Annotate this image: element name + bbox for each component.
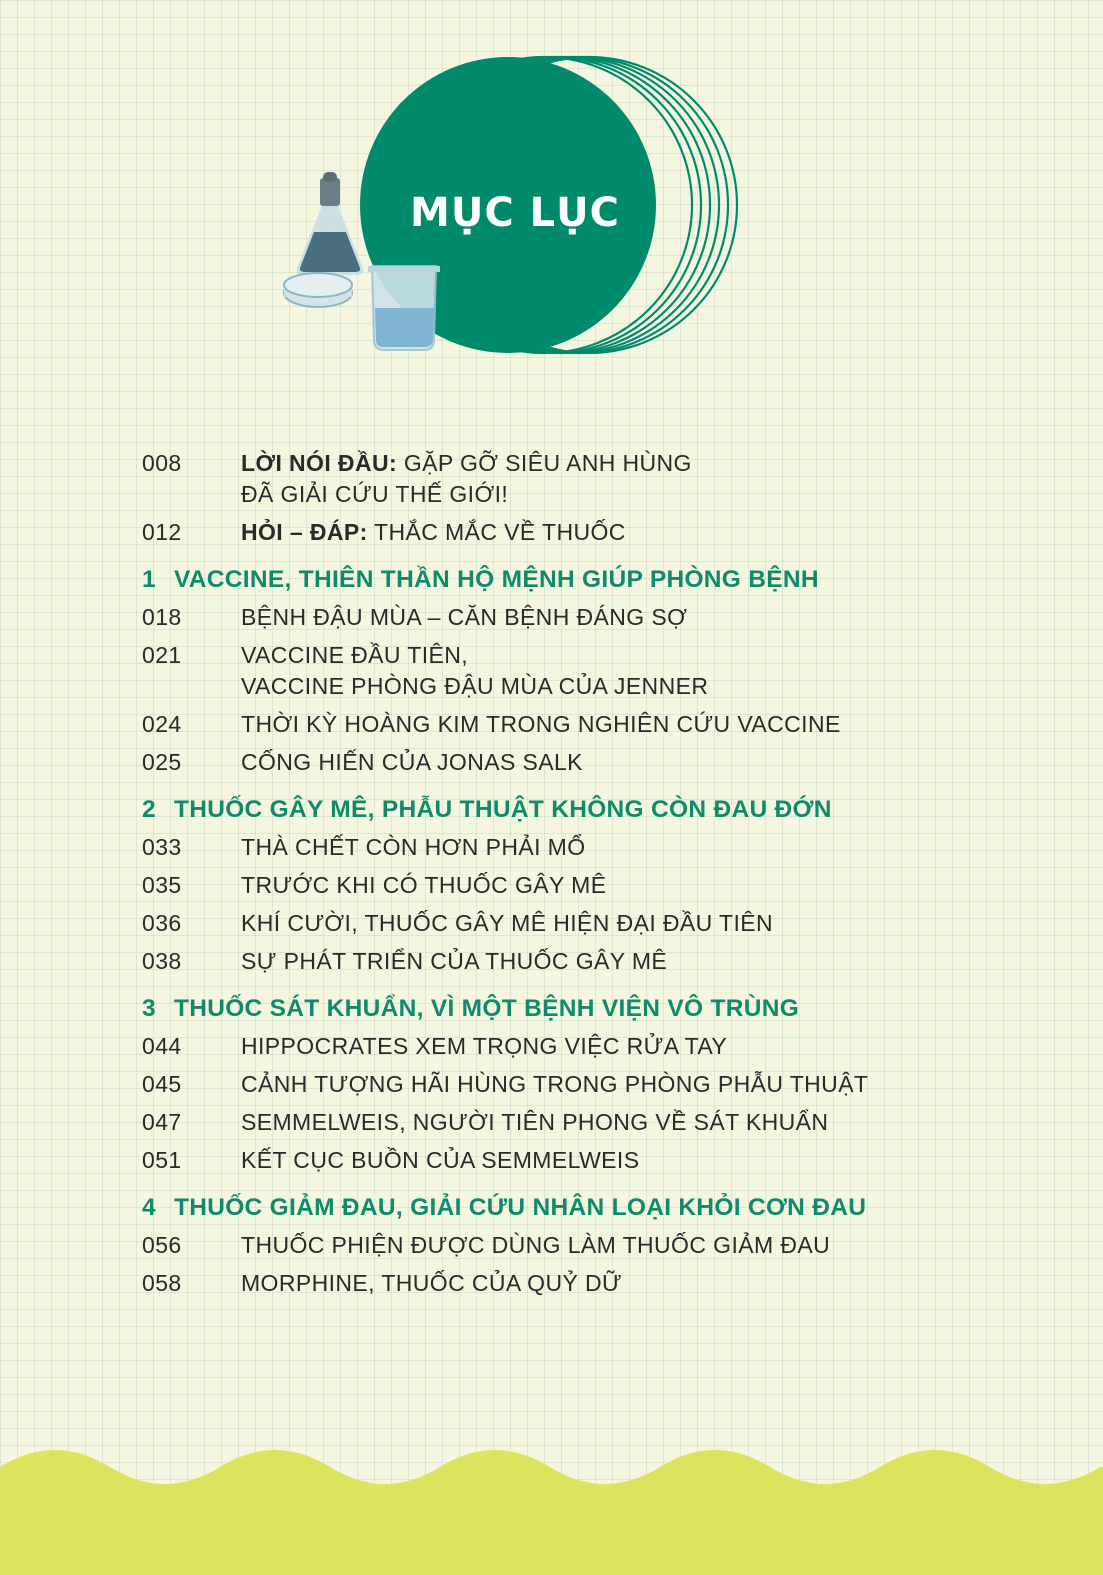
page-number: 033: [142, 834, 182, 860]
entry-title: KHÍ CƯỜI, THUỐC GÂY MÊ HIỆN ĐẠI ĐẦU TIÊN: [241, 910, 774, 936]
page-number: 012: [142, 519, 182, 545]
page-number: 047: [142, 1109, 182, 1135]
chapter-number: 3: [142, 995, 156, 1022]
entry-label-text: GẶP GỠ SIÊU ANH HÙNG ĐÃ GIẢI CỨU THẾ GIỚI!: [241, 450, 692, 507]
toc-entry[interactable]: [142, 1069, 942, 1100]
entry-title: VACCINE ĐẦU TIÊN, VACCINE PHÒNG ĐẬU MÙA CỦA JENNER: [241, 642, 709, 699]
chapter-title: VACCINE, THIÊN THẦN HỘ MỆNH GIÚP PHÒNG BỆNH: [173, 566, 819, 593]
toc-entry[interactable]: [142, 1107, 942, 1138]
page-number: 025: [142, 749, 182, 775]
toc-entry[interactable]: [142, 870, 942, 901]
toc-entry[interactable]: [142, 517, 942, 548]
toc-entry[interactable]: [142, 832, 942, 863]
chapter-number: 4: [142, 1194, 156, 1221]
toc-entry[interactable]: [142, 908, 942, 939]
entry-label: LỜI NÓI ĐẦU:: [241, 450, 398, 476]
page-number: 058: [142, 1270, 182, 1296]
toc-entry[interactable]: [142, 1145, 942, 1176]
chapter-heading[interactable]: [142, 564, 942, 595]
toc-entry[interactable]: [142, 1031, 942, 1062]
chapter-number: 2: [142, 796, 156, 823]
toc-entry[interactable]: [142, 946, 942, 977]
page-number: 036: [142, 910, 182, 936]
flask-icon: [297, 172, 364, 275]
chapter-heading[interactable]: [142, 993, 942, 1024]
toc-entry[interactable]: [142, 602, 942, 633]
entry-title: KẾT CỤC BUỒN CỦA SEMMELWEIS: [241, 1147, 640, 1173]
chapter-heading[interactable]: [142, 1192, 942, 1223]
page-number: 008: [142, 450, 182, 476]
toc-entry[interactable]: [142, 448, 942, 510]
chapter-number: 1: [142, 566, 156, 593]
entry-title: [241, 517, 942, 548]
entry-title: THỜI KỲ HOÀNG KIM TRONG NGHIÊN CỨU VACCINE: [241, 711, 841, 737]
page-number: 056: [142, 1232, 182, 1258]
entry-title: SEMMELWEIS, NGƯỜI TIÊN PHONG VỀ SÁT KHUẨN: [241, 1109, 829, 1135]
page-number: 018: [142, 604, 182, 630]
entry-label-text: THẮC MẮC VỀ THUỐC: [367, 519, 626, 545]
chapter-heading[interactable]: [142, 794, 942, 825]
chapter-title: THUỐC GIẢM ĐAU, GIẢI CỨU NHÂN LOẠI KHỎI CƠN ĐAU: [173, 1194, 867, 1221]
page-number: 021: [142, 642, 182, 668]
page-number: 044: [142, 1033, 182, 1059]
entry-title: THUỐC PHIỆN ĐƯỢC DÙNG LÀM THUỐC GIẢM ĐAU: [241, 1232, 831, 1258]
entry-label: HỎI – ĐÁP:: [241, 519, 368, 545]
entry-title: TRƯỚC KHI CÓ THUỐC GÂY MÊ: [241, 872, 607, 898]
entry-title: [241, 448, 942, 510]
page-number: 038: [142, 948, 182, 974]
entry-title: HIPPOCRATES XEM TRỌNG VIỆC RỬA TAY: [241, 1033, 728, 1059]
entry-title: SỰ PHÁT TRIỂN CỦA THUỐC GÂY MÊ: [241, 948, 668, 974]
entry-title: CỐNG HIẾN CỦA JONAS SALK: [241, 749, 583, 775]
page-number: 051: [142, 1147, 182, 1173]
toc-entry[interactable]: [142, 709, 942, 740]
chapter-title: THUỐC GÂY MÊ, PHẪU THUẬT KHÔNG CÒN ĐAU ĐỚN: [173, 796, 832, 823]
toc-entry[interactable]: [142, 747, 942, 778]
chapter-title: THUỐC SÁT KHUẨN, VÌ MỘT BỆNH VIỆN VÔ TRÙNG: [173, 995, 800, 1022]
wave-footer: [0, 1435, 1103, 1575]
toc-entry[interactable]: [142, 640, 942, 702]
page-title: MỤC LỤC: [410, 190, 620, 236]
beaker-icon: [368, 266, 440, 350]
petri-dish-icon: [284, 273, 352, 307]
toc-entry[interactable]: [142, 1268, 942, 1299]
entry-title: MORPHINE, THUỐC CỦA QUỶ DỮ: [241, 1270, 623, 1296]
entry-title: BỆNH ĐẬU MÙA – CĂN BỆNH ĐÁNG SỢ: [241, 604, 688, 630]
page-number: 045: [142, 1071, 182, 1097]
page-number: 035: [142, 872, 182, 898]
table-of-contents: [142, 448, 942, 1306]
entry-title: CẢNH TƯỢNG HÃI HÙNG TRONG PHÒNG PHẪU THUẬT: [241, 1071, 869, 1097]
entry-title: THÀ CHẾT CÒN HƠN PHẢI MỔ: [241, 834, 586, 860]
page-number: 024: [142, 711, 182, 737]
toc-entry[interactable]: [142, 1230, 942, 1261]
